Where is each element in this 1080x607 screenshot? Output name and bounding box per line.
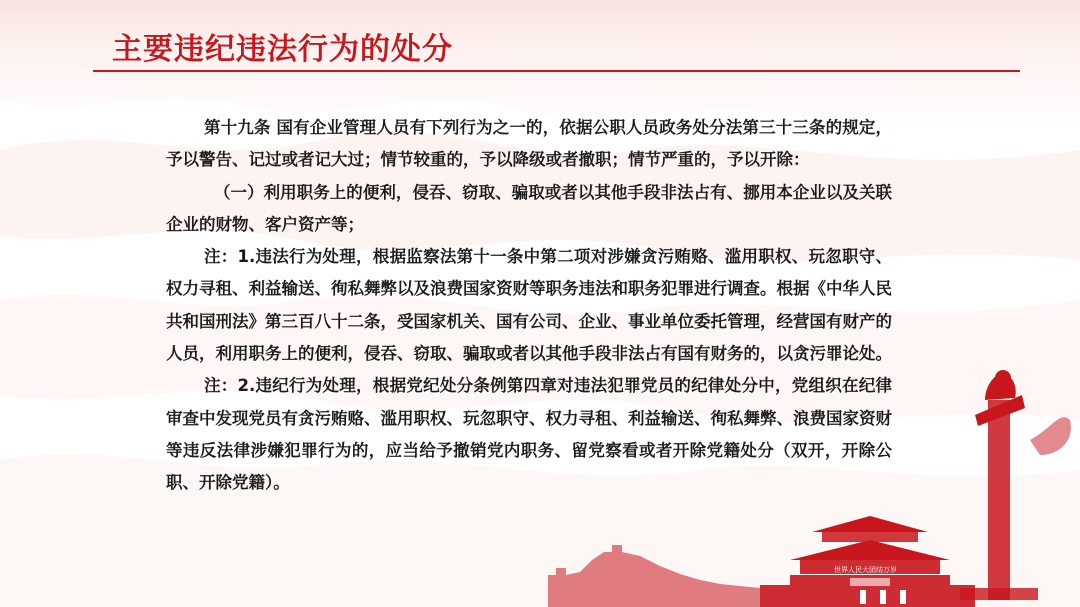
page-title: 主要违纪违法行为的处分: [112, 32, 453, 67]
note-2-paragraph: 注：2.违纪行为处理，根据党纪处分条例第四章对违法犯罪党员的纪律处分中，党组织在纪律审查中发现党员有贪污贿赂、滥用职权、玩忽职守、权力寻租、利益输送、徇私舞弊、浪费国家资财等违反法律涉嫌犯罪行为的，应当给予撤销党内职务、留党察看或者开除党籍处分（双开，开除公职、开除党籍）。: [166, 376, 892, 493]
gate-banner: 世界人民大团结万岁: [834, 566, 897, 574]
clause-paragraph: （一）利用职务上的便利，侵吞、窃取、骗取或者以其他手段非法占有、挪用本企业以及关联企业的财物、客户资产等；: [166, 182, 892, 234]
article-paragraph: 第十九条 国有企业管理人员有下列行为之一的，依据公职人员政务处分法第三十三条的规定，予以警告、记过或者记大过；情节较重的，予以降级或者撤职；情节严重的，予以开除：: [166, 118, 892, 170]
note-1-paragraph: 注：1.违法行为处理，根据监察法第十一条中第二项对涉嫌贪污贿赂、滥用职权、玩忽职守、权力寻租、利益输送、徇私舞弊以及浪费国家资财等职务违法和职务犯罪进行调查。根据《中华人民共和国刑法》第三百八十二条，受国家机关、国有公司、企业、事业单位委托管理，经营国有财产的人员，利用职务上的便利，侵吞、窃取、骗取或者以其他手段非法占有国有财务的，以贪污罪论处。: [166, 247, 892, 364]
